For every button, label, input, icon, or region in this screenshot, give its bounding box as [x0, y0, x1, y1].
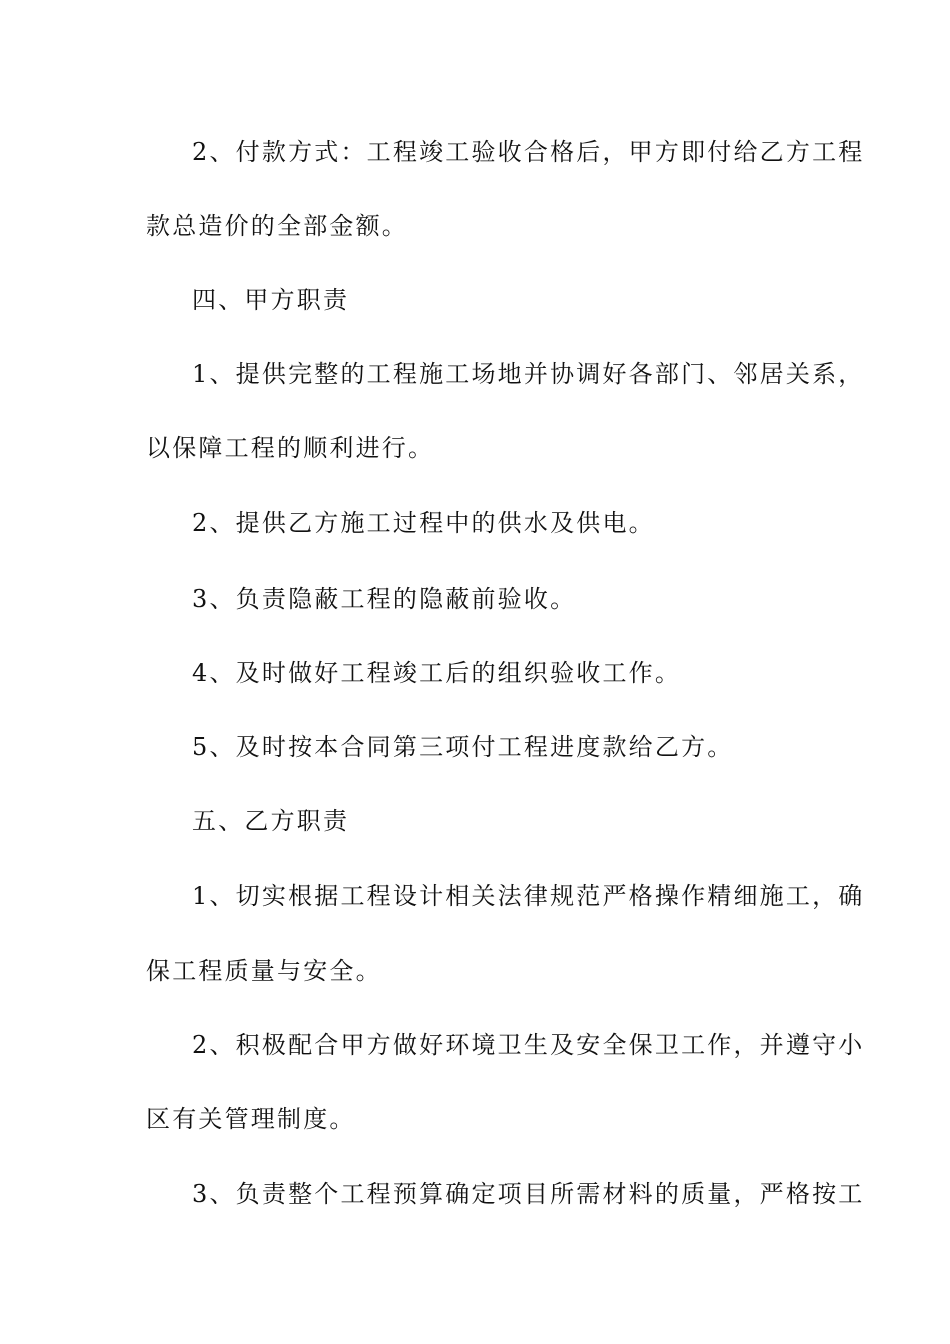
payment-method-line-2: 款总造价的全部金额。	[146, 212, 408, 240]
party-a-duty-3: 3、负责隐蔽工程的隐蔽前验收。	[192, 585, 577, 613]
party-b-duty-1-line-1: 1、切实根据工程设计相关法律规范严格操作精细施工，确	[192, 882, 865, 910]
party-b-duty-1-line-2: 保工程质量与安全。	[146, 957, 382, 985]
party-a-duty-4: 4、及时做好工程竣工后的组织验收工作。	[192, 659, 682, 687]
party-a-duty-5: 5、及时按本合同第三项付工程进度款给乙方。	[192, 733, 734, 761]
payment-method-line-1: 2、付款方式：工程竣工验收合格后，甲方即付给乙方工程	[192, 138, 865, 166]
section-heading-party-b: 五、乙方职责	[192, 807, 350, 835]
party-a-duty-1-line-2: 以保障工程的顺利进行。	[146, 434, 435, 462]
party-b-duty-3-line-1: 3、负责整个工程预算确定项目所需材料的质量，严格按工	[192, 1180, 865, 1208]
party-b-duty-2-line-2: 区有关管理制度。	[146, 1105, 356, 1133]
party-a-duty-1-line-1: 1、提供完整的工程施工场地并协调好各部门、邻居关系，	[192, 360, 865, 388]
party-a-duty-2: 2、提供乙方施工过程中的供水及供电。	[192, 509, 655, 537]
section-heading-party-a: 四、甲方职责	[192, 286, 350, 314]
party-b-duty-2-line-1: 2、积极配合甲方做好环境卫生及安全保卫工作，并遵守小	[192, 1031, 865, 1059]
